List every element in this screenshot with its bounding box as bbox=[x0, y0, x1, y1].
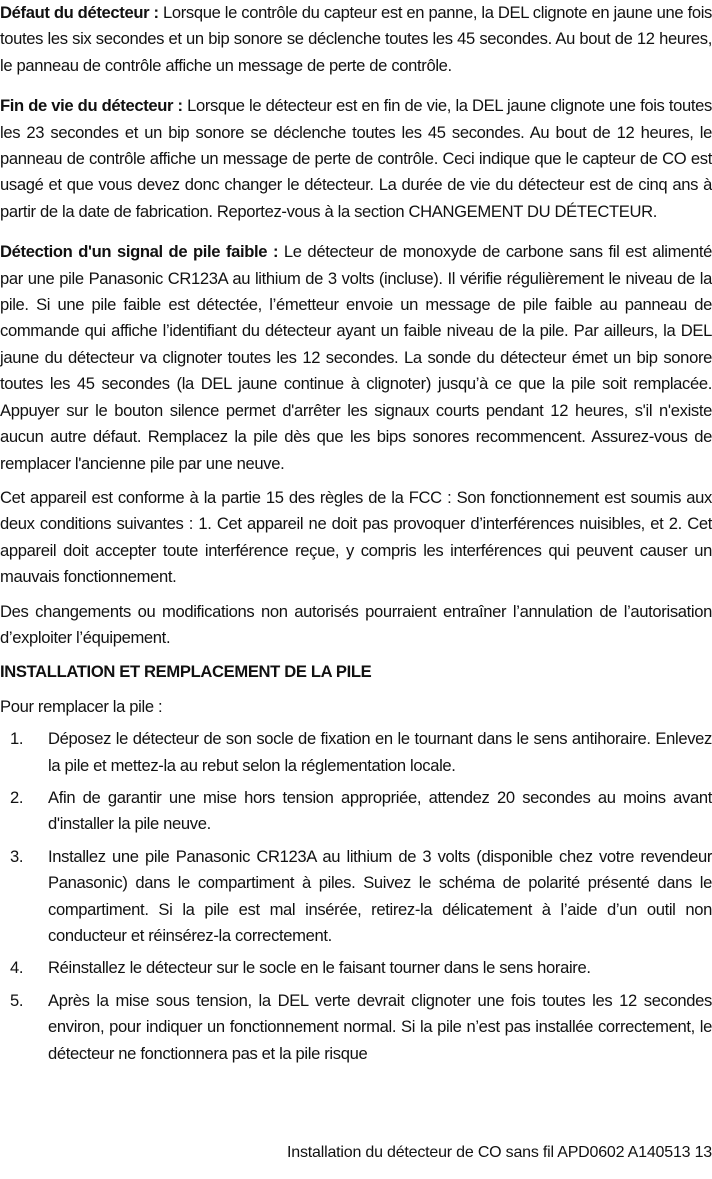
list-item: 3. Installez une pile Panasonic CR123A au lithium de 3 volts (disponible chez votre revendeur Panasonic) dans le compartiment à piles. Suivez le schéma de polarité présenté dans le compartiment. Si la pile est mal insérée, retirez-la délicatement à l’aide d’un outil non conducteur et réinsérez-la correctement. bbox=[10, 846, 712, 945]
install-intro: Pour remplacer la pile : bbox=[0, 696, 163, 716]
steps-list bbox=[0, 726, 712, 1067]
section-title: Défaut du détecteur : bbox=[0, 3, 159, 22]
section-title: Fin de vie du détecteur : bbox=[0, 96, 183, 116]
install-heading: INSTALLATION ET REMPLACEMENT DE LA PILE bbox=[0, 662, 372, 682]
list-item: 2. Afin de garantir une mise hors tension appropriée, attendez 20 secondes au moins avant d'installer la pile neuve. bbox=[10, 787, 712, 834]
section-title: Détection d'un signal de pile faible : bbox=[0, 242, 279, 262]
list-item: 4. Réinstallez le détecteur sur le socle en le faisant tourner dans le sens horaire. bbox=[10, 958, 591, 978]
page-footer: Installation du détecteur de CO sans fil APD0602 A140513 13 bbox=[287, 1144, 712, 1161]
paragraph-end-of-life: Fin de vie du détecteur : Lorsque le détecteur est en fin de vie, la DEL jaune clignote une fois toutes les 23 secondes et un bip sonore se déclenche toutes les 45 secondes. Au bout de 12 heures, le panneau de contrôle affiche un message de perte de contrôle. Ceci indique que le capteur de CO est usagé et que vous devez donc changer le détecteur. La durée de vie du détecteur est de cinq ans à partir de la date de fabrication. Reportez-vous à la section CHANGEMENT DU DÉTECTEUR. bbox=[0, 96, 712, 221]
paragraph-low-battery: Détection d'un signal de pile faible : Le détecteur de monoxyde de carbone sans fil est alimenté par une pile Panasonic CR123A au lithium de 3 volts (incluse). Il vérifie régulièrement le niveau de la pile. Si une pile faible est détectée, l’émetteur envoie un message de pile faible au panneau de commande qui affiche l’identifiant du détecteur ayant un faible niveau de la pile. Par ailleurs, la DEL jaune du détecteur va clignoter toutes les 12 secondes. La sonde du détecteur émet un bip sonore toutes les 45 secondes (la DEL jaune continue à clignoter) jusqu’à ce que la pile soit remplacée. Appuyer sur le bouton silence permet d'arrêter les signaux courts pendant 12 heures, s'il n'existe aucun autre défaut. Remplacez la pile dès que les bips sonores recommencent. Assurez-vous de remplacer l'ancienne pile par une neuve. bbox=[0, 242, 712, 473]
list-item: 5. Après la mise sous tension, la DEL verte devrait clignoter une fois toutes les 12 secondes environ, pour indiquer un fonctionnement normal. Si la pile n’est pas installée correctement, le détecteur ne fonctionnera pas et la pile risque bbox=[10, 990, 712, 1063]
paragraph-modifications: Des changements ou modifications non autorisés pourraient entraîner l’annulation de l’autorisation d’exploiter l’équipement. bbox=[0, 601, 712, 647]
paragraph-detector-fault: Défaut du détecteur : Lorsque le contrôle du capteur est en panne, la DEL clignote en jaune une fois toutes les six secondes et un bip sonore se déclenche toutes les 45 secondes. Au bout de 12 heures, le panneau de contrôle affiche un message de perte de contrôle. bbox=[0, 3, 712, 75]
paragraph-fcc: Cet appareil est conforme à la partie 15 des règles de la FCC : Son fonctionnement est soumis aux deux conditions suivantes : 1. Cet appareil ne doit pas provoquer d’interférences nuisibles, et 2. Cet appareil doit accepter toute interférence reçue, y compris les interférences qui peuvent causer un mauvais fonctionnement. bbox=[0, 487, 712, 587]
list-item: 1. Déposez le détecteur de son socle de fixation en le tournant dans le sens antihoraire. Enlevez la pile et mettez-la au rebut selon la réglementation locale. bbox=[10, 729, 712, 775]
